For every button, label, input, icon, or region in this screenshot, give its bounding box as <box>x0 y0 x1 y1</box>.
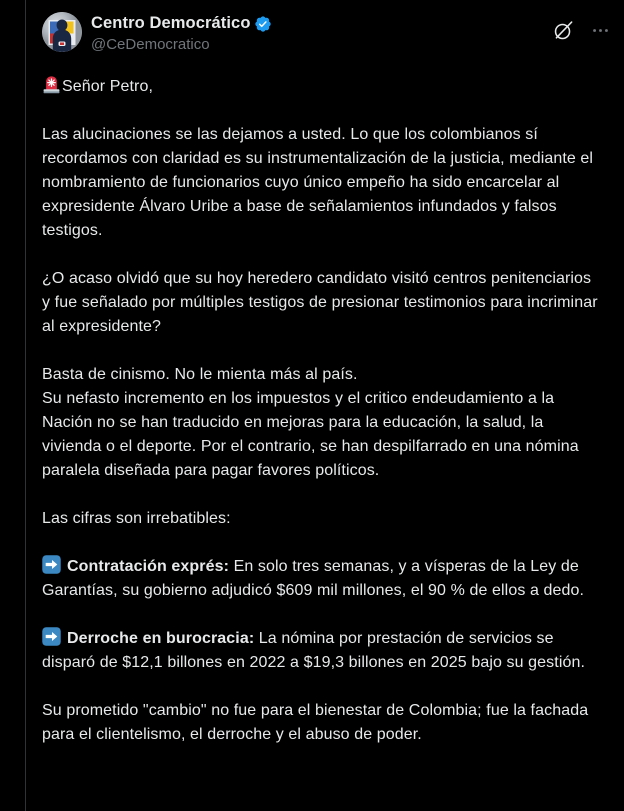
more-button[interactable] <box>591 21 610 40</box>
grok-icon <box>552 19 575 42</box>
tweet-paragraph <box>42 699 598 747</box>
tweet-header <box>42 12 612 53</box>
police-light-emoji <box>42 74 61 95</box>
header-actions <box>552 19 610 42</box>
tweet-text: Las cifras son irrebatibles: <box>42 510 231 527</box>
tweet-text: Su prometido "cambio" no fue para el bienestar de Colombia; fue la fachada para el clientelismo, el derroche y el abuso de poder. <box>42 702 589 743</box>
tweet-paragraph <box>42 123 598 243</box>
tweet-text: La nómina por prestación de servicios se disparó de $12,1 billones en 2022 a $19,3 billones en 2025 bajo su gestión. <box>42 630 586 671</box>
column-divider <box>0 0 26 811</box>
tweet-text: Su nefasto incremento en los impuestos y el critico endeudamiento a la Nación no se han traducido en mejoras para la educación, la salud, la vivienda o el deporte. Por el contrario, se han despilfarrado en una nómina paralela diseñada para pagar favores políticos. <box>42 390 579 479</box>
tweet-text: Señor Petro, <box>62 78 154 95</box>
tweet-text: ¿O acaso olvidó que su hoy heredero candidato visitó centros penitenciarios y fue señalado por múltiples testigos de presionar testimonios para incriminar al expresidente? <box>42 270 598 335</box>
tweet-text: Basta de cinismo. No le mienta más al país. <box>42 366 358 383</box>
grok-button[interactable] <box>552 19 575 42</box>
tweet-body <box>42 74 598 747</box>
author-row <box>91 13 552 34</box>
arrow-right-emoji <box>42 555 61 574</box>
more-icon <box>591 21 610 40</box>
arrow-right-emoji <box>42 627 61 646</box>
author-block <box>91 12 552 53</box>
tweet-paragraph <box>42 507 598 531</box>
author-handle[interactable]: @CeDemocratico <box>91 36 210 53</box>
avatar[interactable] <box>42 12 82 52</box>
party-logo-icon <box>42 12 82 52</box>
tweet-text-bold: Derroche en burocracia: <box>67 630 255 647</box>
tweet-text: Las alucinaciones se las dejamos a usted. Lo que los colombianos sí recordamos con claridad es su instrumentalización de la justicia, mediante el nombramiento de funcionarios cuyo único empeño ha sido encarcelar al expresidente Álvaro Uribe a base de señalamientos infundados y falsos testigos. <box>42 126 594 239</box>
tweet-paragraph <box>42 267 598 339</box>
tweet-paragraph <box>42 74 598 99</box>
tweet-paragraph <box>42 363 598 483</box>
author-name[interactable]: Centro Democrático <box>91 14 251 32</box>
tweet-text: En solo tres semanas, y a vísperas de la Ley de Garantías, su gobierno adjudicó $609 mil millones, el 90 % de ellos a dedo. <box>42 558 585 599</box>
verified-badge-icon <box>254 15 272 33</box>
tweet-text-bold: Contratación exprés: <box>67 558 230 575</box>
tweet-paragraph <box>42 555 598 603</box>
tweet <box>26 0 624 811</box>
tweet-paragraph <box>42 627 598 675</box>
